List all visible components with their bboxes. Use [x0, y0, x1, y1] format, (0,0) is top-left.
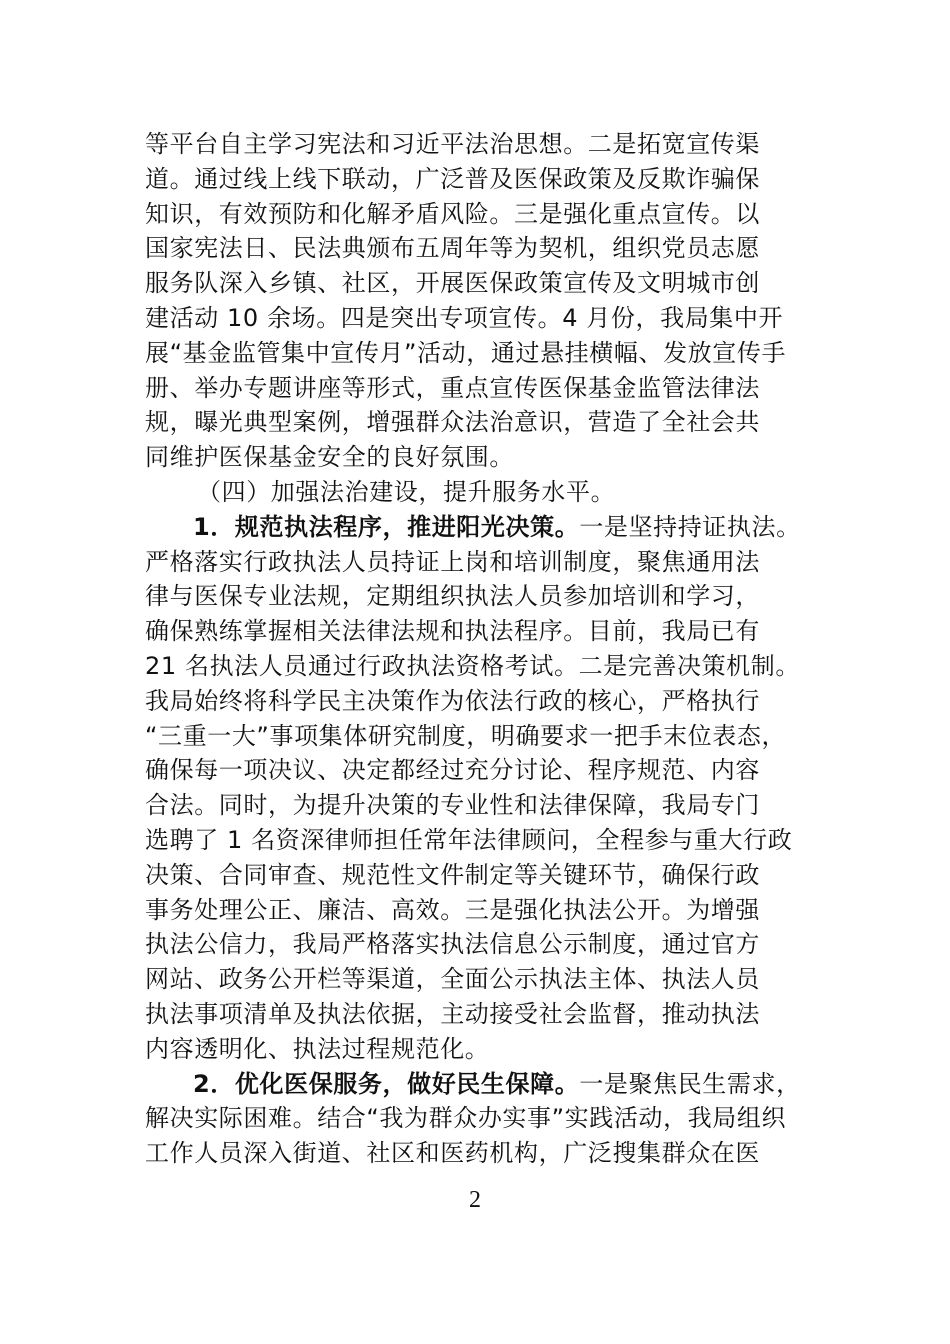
text-line: 等平台自主学习宪法和习近平法治思想。二是拓宽宣传渠 — [145, 130, 760, 158]
text-line: 网站、政务公开栏等渠道，全面公示执法主体、执法人员 — [145, 965, 760, 994]
text-line: 决策、合同审查、规范性文件制定等关键环节，确保行政 — [145, 860, 760, 889]
item-1-first-line — [145, 510, 845, 545]
text-line: 选聘了 1 名资深律师担任常年法律顾问，全程参与重大行政 — [145, 825, 793, 854]
text-line: 事务处理公正、廉洁、高效。三是强化执法公开。为增强 — [145, 895, 760, 924]
text-line: 确保每一项决议、决定都经过充分讨论、程序规范、内容 — [145, 756, 760, 785]
text-line: 执法公信力，我局严格落实执法信息公示制度，通过官方 — [145, 930, 760, 959]
text-line: 合法。同时，为提升决策的专业性和法律保障，我局专门 — [145, 791, 760, 820]
text-line: 工作人员深入街道、社区和医药机构，广泛搜集群众在医 — [145, 1139, 760, 1168]
text-line: 内容透明化、执法过程规范化。 — [145, 1034, 490, 1063]
text-line: 21 名执法人员通过行政执法资格考试。二是完善决策机制。 — [145, 651, 800, 680]
text-line: 严格落实行政执法人员持证上岗和培训制度，聚焦通用法 — [145, 547, 760, 576]
text-line: 确保熟练掌握相关法律法规和执法程序。目前，我局已有 — [145, 617, 760, 646]
text-line: 解决实际困难。结合“我为群众办实事”实践活动，我局组织 — [145, 1104, 787, 1133]
item-2-first-line-text: 一是聚焦民生需求， — [579, 1069, 801, 1098]
text-line: 规，曝光典型案例，增强群众法治意识，营造了全社会共 — [145, 408, 760, 437]
text-line: “三重一大”事项集体研究制度，明确要求一把手末位表态， — [145, 721, 787, 750]
text-line: 律与医保专业法规，定期组织执法人员参加培训和学习， — [145, 582, 760, 611]
text-line: 知识，有效预防和化解矛盾风险。三是强化重点宣传。以 — [145, 199, 760, 228]
text-line: 建活动 10 余场。四是突出专项宣传。4 月份，我局集中开 — [145, 303, 784, 332]
document-body — [145, 127, 845, 1171]
page-number: 2 — [469, 1187, 481, 1213]
text-line: 展“基金监管集中宣传月”活动，通过悬挂横幅、发放宣传手 — [145, 338, 787, 367]
item-2-title: 2．优化医保服务，做好民生保障。 — [193, 1069, 580, 1098]
text-line: 册、举办专题讲座等形式，重点宣传医保基金监管法律法 — [145, 373, 760, 402]
text-line: 国家宪法日、民法典颁布五周年等为契机，组织党员志愿 — [145, 234, 760, 263]
item-1-first-line-text: 一是坚持持证执法。 — [579, 512, 801, 541]
text-line: 道。通过线上线下联动，广泛普及医保政策及反欺诈骗保 — [145, 164, 760, 193]
text-line: 服务队深入乡镇、社区，开展医保政策宣传及文明城市创 — [145, 269, 760, 298]
section-heading: （四）加强法治建设，提升服务水平。 — [197, 477, 616, 506]
text-line: 我局始终将科学民主决策作为依法行政的核心，严格执行 — [145, 686, 760, 715]
item-2-first-line — [145, 1067, 845, 1102]
text-line: 执法事项清单及执法依据，主动接受社会监督，推动执法 — [145, 999, 760, 1028]
text-line: 同维护医保基金安全的良好氛围。 — [145, 443, 514, 472]
item-1-title: 1．规范执法程序，推进阳光决策。 — [193, 512, 580, 541]
